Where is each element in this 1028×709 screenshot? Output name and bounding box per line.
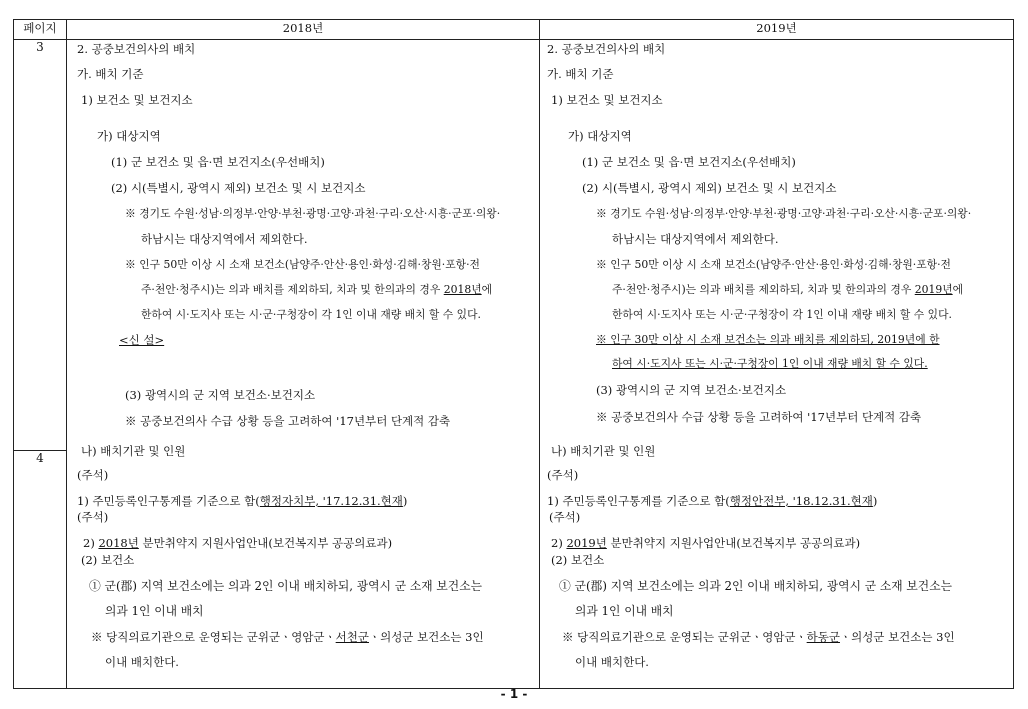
text-line: ※ 당직의료기관으로 운영되는 군위군ㆍ영암군ㆍ서천군ㆍ의성군 보건소는 3인 (91, 630, 484, 644)
text-line: (1) 군 보건소 및 읍·면 보건지소(우선배치) (582, 155, 796, 169)
text-line: 하남시는 대상지역에서 제외한다. (612, 232, 779, 246)
text-line: 주·천안·청주시)는 의과 배치를 제외하되, 치과 및 한의과의 경우 2018년에 (141, 283, 493, 296)
text-line: 1) 주민등록인구통계를 기준으로 함(행정안전부, '18.12.31.현재) (547, 494, 878, 508)
text-line: 1) 보건소 및 보건지소 (551, 93, 663, 107)
header-2018: 2018년 (67, 20, 540, 40)
page-number-4: 4 (14, 451, 67, 689)
header-2019: 2019년 (540, 20, 1014, 40)
text-line: (2) 보건소 (551, 553, 605, 567)
text-line: 하남시는 대상지역에서 제외한다. (141, 232, 308, 246)
text-line: ※ 인구 50만 이상 시 소재 보건소(남양주·안산·용인·화성·김해·창원·포항·전 (596, 258, 951, 271)
text-line: ※ 경기도 수원·성남·의정부·안양·부천·광명·고양·과천·구리·오산·시흥·군포·의왕· (125, 207, 501, 220)
text-line: 하여 시·도지사 또는 시·군·구청장이 1인 이내 재량 배치 할 수 있다. (612, 357, 928, 370)
text-line: (2) 시(특별시, 광역시 제외) 보건소 및 시 보건지소 (111, 181, 366, 195)
text-line: (2) 보건소 (81, 553, 135, 567)
text-line: 1) 주민등록인구통계를 기준으로 함(행정자치부, '17.12.31.현재) (77, 494, 408, 508)
text-line: (2) 시(특별시, 광역시 제외) 보건소 및 시 보건지소 (582, 181, 837, 195)
table-header-row (14, 20, 1014, 40)
text-line: 2) 2018년 분만취약지 지원사업안내(보건복지부 공공의료과) (83, 536, 393, 550)
comparison-table (13, 19, 1014, 689)
text-line: 나) 배치기관 및 인원 (551, 444, 656, 458)
text-line: 1) 보건소 및 보건지소 (81, 93, 193, 107)
text-line: 가. 배치 기준 (547, 67, 614, 81)
text-line: 2. 공중보건의사의 배치 (77, 42, 196, 56)
text-line: ※ 경기도 수원·성남·의정부·안양·부천·광명·고양·과천·구리·오산·시흥·군포·의왕· (596, 207, 972, 220)
text-line: 한하여 시·도지사 또는 시·군·구청장이 각 1인 이내 재량 배치 할 수 있다. (612, 308, 952, 321)
text-line: ※ 공중보건의사 수급 상황 등을 고려하여 '17년부터 단계적 감축 (125, 414, 451, 428)
text-line: 이내 배치한다. (575, 655, 649, 669)
text-line: ① 군(郡) 지역 보건소에는 의과 2인 이내 배치하되, 광역시 군 소재 보건소는 (89, 579, 482, 593)
column-2019 (540, 40, 1014, 689)
text-line: 한하여 시·도지사 또는 시·군·구청장이 각 1인 이내 재량 배치 할 수 있다. (141, 308, 481, 321)
text-line: (3) 광역시의 군 지역 보건소·보건지소 (596, 383, 787, 397)
text-line: 2. 공중보건의사의 배치 (547, 42, 666, 56)
text-line: ※ 인구 50만 이상 시 소재 보건소(남양주·안산·용인·화성·김해·창원·포항·전 (125, 258, 480, 271)
text-line: ※ 당직의료기관으로 운영되는 군위군ㆍ영암군ㆍ하동군ㆍ의성군 보건소는 3인 (562, 630, 955, 644)
text-line: ※ 인구 30만 이상 시 소재 보건소는 의과 배치를 제외하되, 2019년에 한 (596, 333, 940, 346)
header-page: 페이지 (14, 20, 67, 40)
text-line: (주석) (77, 510, 109, 524)
text-line: (주석) (77, 468, 109, 482)
text-line: (3) 광역시의 군 지역 보건소·보건지소 (125, 388, 316, 402)
page-number-3: 3 (14, 40, 67, 451)
text-line: 의과 1인 이내 배치 (105, 604, 204, 618)
text-line: 2) 2019년 분만취약지 지원사업안내(보건복지부 공공의료과) (551, 536, 861, 550)
text-line: 의과 1인 이내 배치 (575, 604, 674, 618)
page-footer: - 1 - (500, 687, 528, 701)
text-line: (주석) (547, 468, 579, 482)
text-line: 나) 배치기관 및 인원 (81, 444, 186, 458)
text-line: 이내 배치한다. (105, 655, 179, 669)
text-line: <신 설> (119, 333, 165, 347)
text-line: ※ 공중보건의사 수급 상황 등을 고려하여 '17년부터 단계적 감축 (596, 410, 922, 424)
column-2018 (67, 40, 540, 689)
text-line: 가) 대상지역 (97, 129, 161, 143)
text-line: 가) 대상지역 (568, 129, 632, 143)
table-row-page-3 (14, 40, 1014, 451)
text-line: 가. 배치 기준 (77, 67, 144, 81)
text-line: ① 군(郡) 지역 보건소에는 의과 2인 이내 배치하되, 광역시 군 소재 보건소는 (559, 579, 952, 593)
text-line: 주·천안·청주시)는 의과 배치를 제외하되, 치과 및 한의과의 경우 2019년에 (612, 283, 964, 296)
text-line: (1) 군 보건소 및 읍·면 보건지소(우선배치) (111, 155, 325, 169)
text-line: (주석) (549, 510, 581, 524)
